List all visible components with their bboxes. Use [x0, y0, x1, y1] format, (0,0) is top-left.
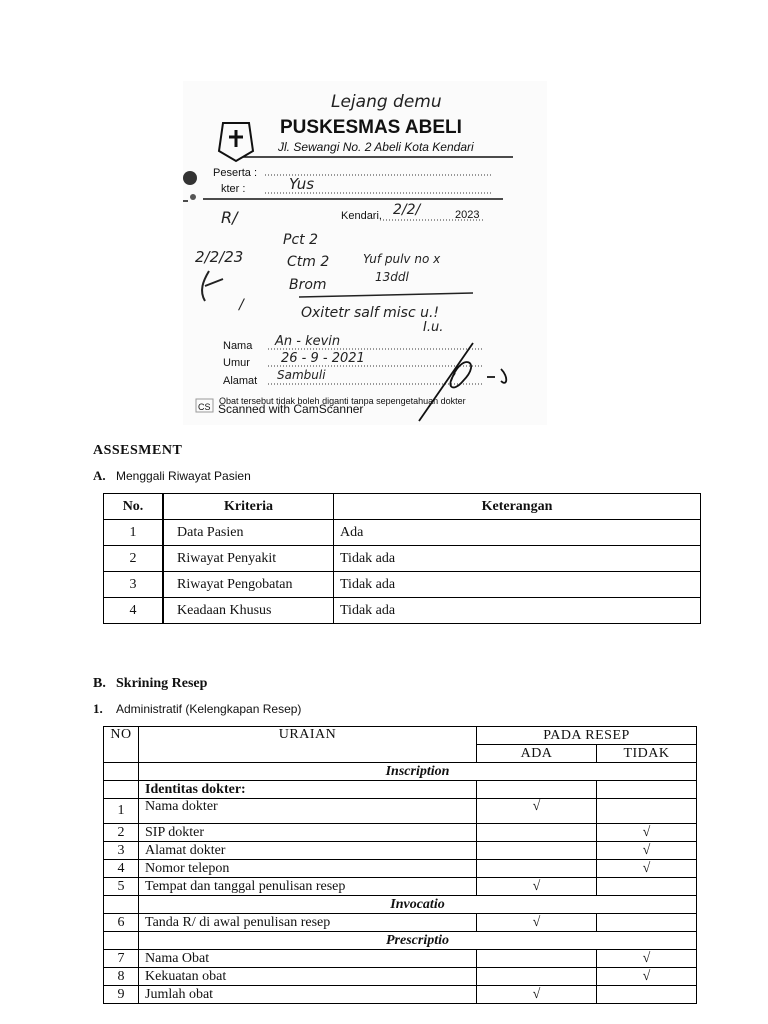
cell-tidak: √ — [597, 950, 697, 968]
date-written: 2/2/ — [393, 202, 421, 218]
section-b-heading — [93, 676, 207, 692]
cell-tidak: √ — [597, 860, 697, 878]
cell-ada — [477, 950, 597, 968]
cell-no: 7 — [104, 950, 139, 968]
subsection-1-heading — [93, 701, 301, 717]
cell-tidak — [597, 799, 697, 824]
cell-no: 3 — [104, 572, 164, 598]
section-b-label: B. — [93, 676, 106, 691]
cell-uraian: Jumlah obat — [139, 986, 477, 1004]
table-row — [104, 860, 697, 878]
cell-no: 4 — [104, 860, 139, 878]
cell-kriteria: Riwayat Pengobatan — [163, 572, 334, 598]
cell-uraian: SIP dokter — [139, 824, 477, 842]
cell-keterangan: Ada — [334, 520, 701, 546]
cell-uraian: Nama Obat — [139, 950, 477, 968]
clinic-name: PUSKESMAS ABELI — [280, 117, 462, 138]
cell-keterangan: Tidak ada — [334, 572, 701, 598]
footer-note: Obat tersebut tidak boleh diganti tanpa sepengetahuan dokter — [219, 396, 466, 406]
cell-tidak: √ — [597, 842, 697, 860]
group-prescriptio: Prescriptio — [139, 932, 697, 950]
rx-line-3: Brom — [289, 277, 327, 293]
section-a-title: Menggali Riwayat Pasien — [116, 469, 251, 483]
table-header-row — [104, 727, 697, 745]
col-header-pada-resep: PADA RESEP — [477, 727, 697, 745]
rx-line-3b: 13ddl — [375, 270, 409, 284]
group-row — [104, 763, 697, 781]
table-row — [104, 546, 701, 572]
cell-tidak — [597, 878, 697, 896]
cell-ada — [477, 860, 597, 878]
assessment-title: ASSESMENT — [93, 443, 183, 458]
cell-no: 5 — [104, 878, 139, 896]
rx-line-2b: Yuf pulv no x — [363, 252, 441, 266]
cell-kriteria: Data Pasien — [163, 520, 334, 546]
rx-bullet: / — [239, 297, 244, 313]
cell-no: 1 — [104, 799, 139, 824]
camscanner-watermark: Scanned with CamScanner — [218, 402, 364, 416]
cell-no: 8 — [104, 968, 139, 986]
rx-line-2: Ctm 2 — [287, 254, 330, 270]
cell-tidak: √ — [597, 824, 697, 842]
col-header-kriteria: Kriteria — [163, 494, 334, 520]
table-row — [104, 598, 701, 624]
table-row — [104, 520, 701, 546]
cell-ada: √ — [477, 986, 597, 1004]
table-header-row — [104, 494, 701, 520]
cell-no: 2 — [104, 824, 139, 842]
cell-tidak: √ — [597, 968, 697, 986]
cell-keterangan: Tidak ada — [334, 546, 701, 572]
rx-line-5: I.u. — [423, 320, 444, 335]
table-row — [104, 968, 697, 986]
group-row — [104, 932, 697, 950]
cell-ada — [477, 824, 597, 842]
cell-no: 9 — [104, 986, 139, 1004]
handwriting-top: Lejang demu — [331, 92, 442, 112]
table-row — [104, 950, 697, 968]
prescription-drawing — [183, 81, 547, 425]
screening-table — [103, 726, 697, 1004]
peserta-label: Peserta : — [213, 167, 258, 179]
kendari-label: Kendari, — [341, 210, 382, 222]
cell-no: 4 — [104, 598, 164, 624]
col-header-no: NO — [104, 727, 139, 763]
svg-text:CS: CS — [198, 402, 211, 412]
alamat-value: Sambuli — [277, 368, 326, 382]
cell-ada — [477, 842, 597, 860]
cell-no: 6 — [104, 914, 139, 932]
subsection-1-label: 1. — [93, 701, 103, 716]
group-inscription: Inscription — [139, 763, 697, 781]
prescription-scan-image — [183, 81, 547, 425]
margin-date: 2/2/23 — [195, 248, 244, 266]
cell-kriteria: Riwayat Penyakit — [163, 546, 334, 572]
col-header-tidak: TIDAK — [597, 745, 697, 763]
cell-no: 2 — [104, 546, 164, 572]
cell-ada: √ — [477, 914, 597, 932]
cell-tidak — [597, 914, 697, 932]
umur-value: 26 - 9 - 2021 — [281, 351, 365, 366]
identitas-dokter-label: Identitas dokter: — [139, 781, 477, 799]
table-row — [104, 781, 697, 799]
nama-label: Nama — [223, 340, 253, 352]
nama-value: An - kevin — [275, 334, 341, 349]
cell-no: 1 — [104, 520, 164, 546]
table-row — [104, 878, 697, 896]
section-a-heading — [93, 468, 251, 484]
alamat-label: Alamat — [223, 375, 258, 387]
year-printed: 2023 — [455, 209, 480, 221]
col-header-uraian: URAIAN — [139, 727, 477, 763]
cell-uraian: Nomor telepon — [139, 860, 477, 878]
cell-uraian: Tanda R/ di awal penulisan resep — [139, 914, 477, 932]
cell-uraian: Kekuatan obat — [139, 968, 477, 986]
dokter-label: kter : — [221, 183, 246, 195]
cell-uraian: Nama dokter — [139, 799, 477, 824]
group-row — [104, 896, 697, 914]
table-row — [104, 914, 697, 932]
cell-ada — [477, 968, 597, 986]
table-row — [104, 842, 697, 860]
rx-line-4: Oxitetr salf misc u.! — [301, 305, 440, 321]
rx-line-1: Pct 2 — [283, 232, 318, 248]
group-invocatio: Invocatio — [139, 896, 697, 914]
cell-uraian: Tempat dan tanggal penulisan resep — [139, 878, 477, 896]
rx-symbol: R/ — [221, 208, 238, 227]
subsection-1-title: Administratif (Kelengkapan Resep) — [116, 702, 302, 716]
table-row — [104, 986, 697, 1004]
cell-no: 3 — [104, 842, 139, 860]
section-b-title: Skrining Resep — [116, 676, 208, 691]
cell-keterangan: Tidak ada — [334, 598, 701, 624]
col-header-no: No. — [104, 494, 164, 520]
cell-ada: √ — [477, 799, 597, 824]
col-header-ada: ADA — [477, 745, 597, 763]
cell-kriteria: Keadaan Khusus — [163, 598, 334, 624]
cell-ada: √ — [477, 878, 597, 896]
table-row — [104, 824, 697, 842]
cell-uraian: Alamat dokter — [139, 842, 477, 860]
section-a-label: A. — [93, 468, 106, 483]
col-header-keterangan: Keterangan — [334, 494, 701, 520]
clinic-address: Jl. Sewangi No. 2 Abeli Kota Kendari — [278, 140, 474, 154]
table-row — [104, 799, 697, 824]
dokter-value: Yus — [289, 175, 315, 193]
patient-history-table — [103, 493, 701, 624]
umur-label: Umur — [223, 357, 250, 369]
table-row — [104, 572, 701, 598]
cell-tidak — [597, 986, 697, 1004]
